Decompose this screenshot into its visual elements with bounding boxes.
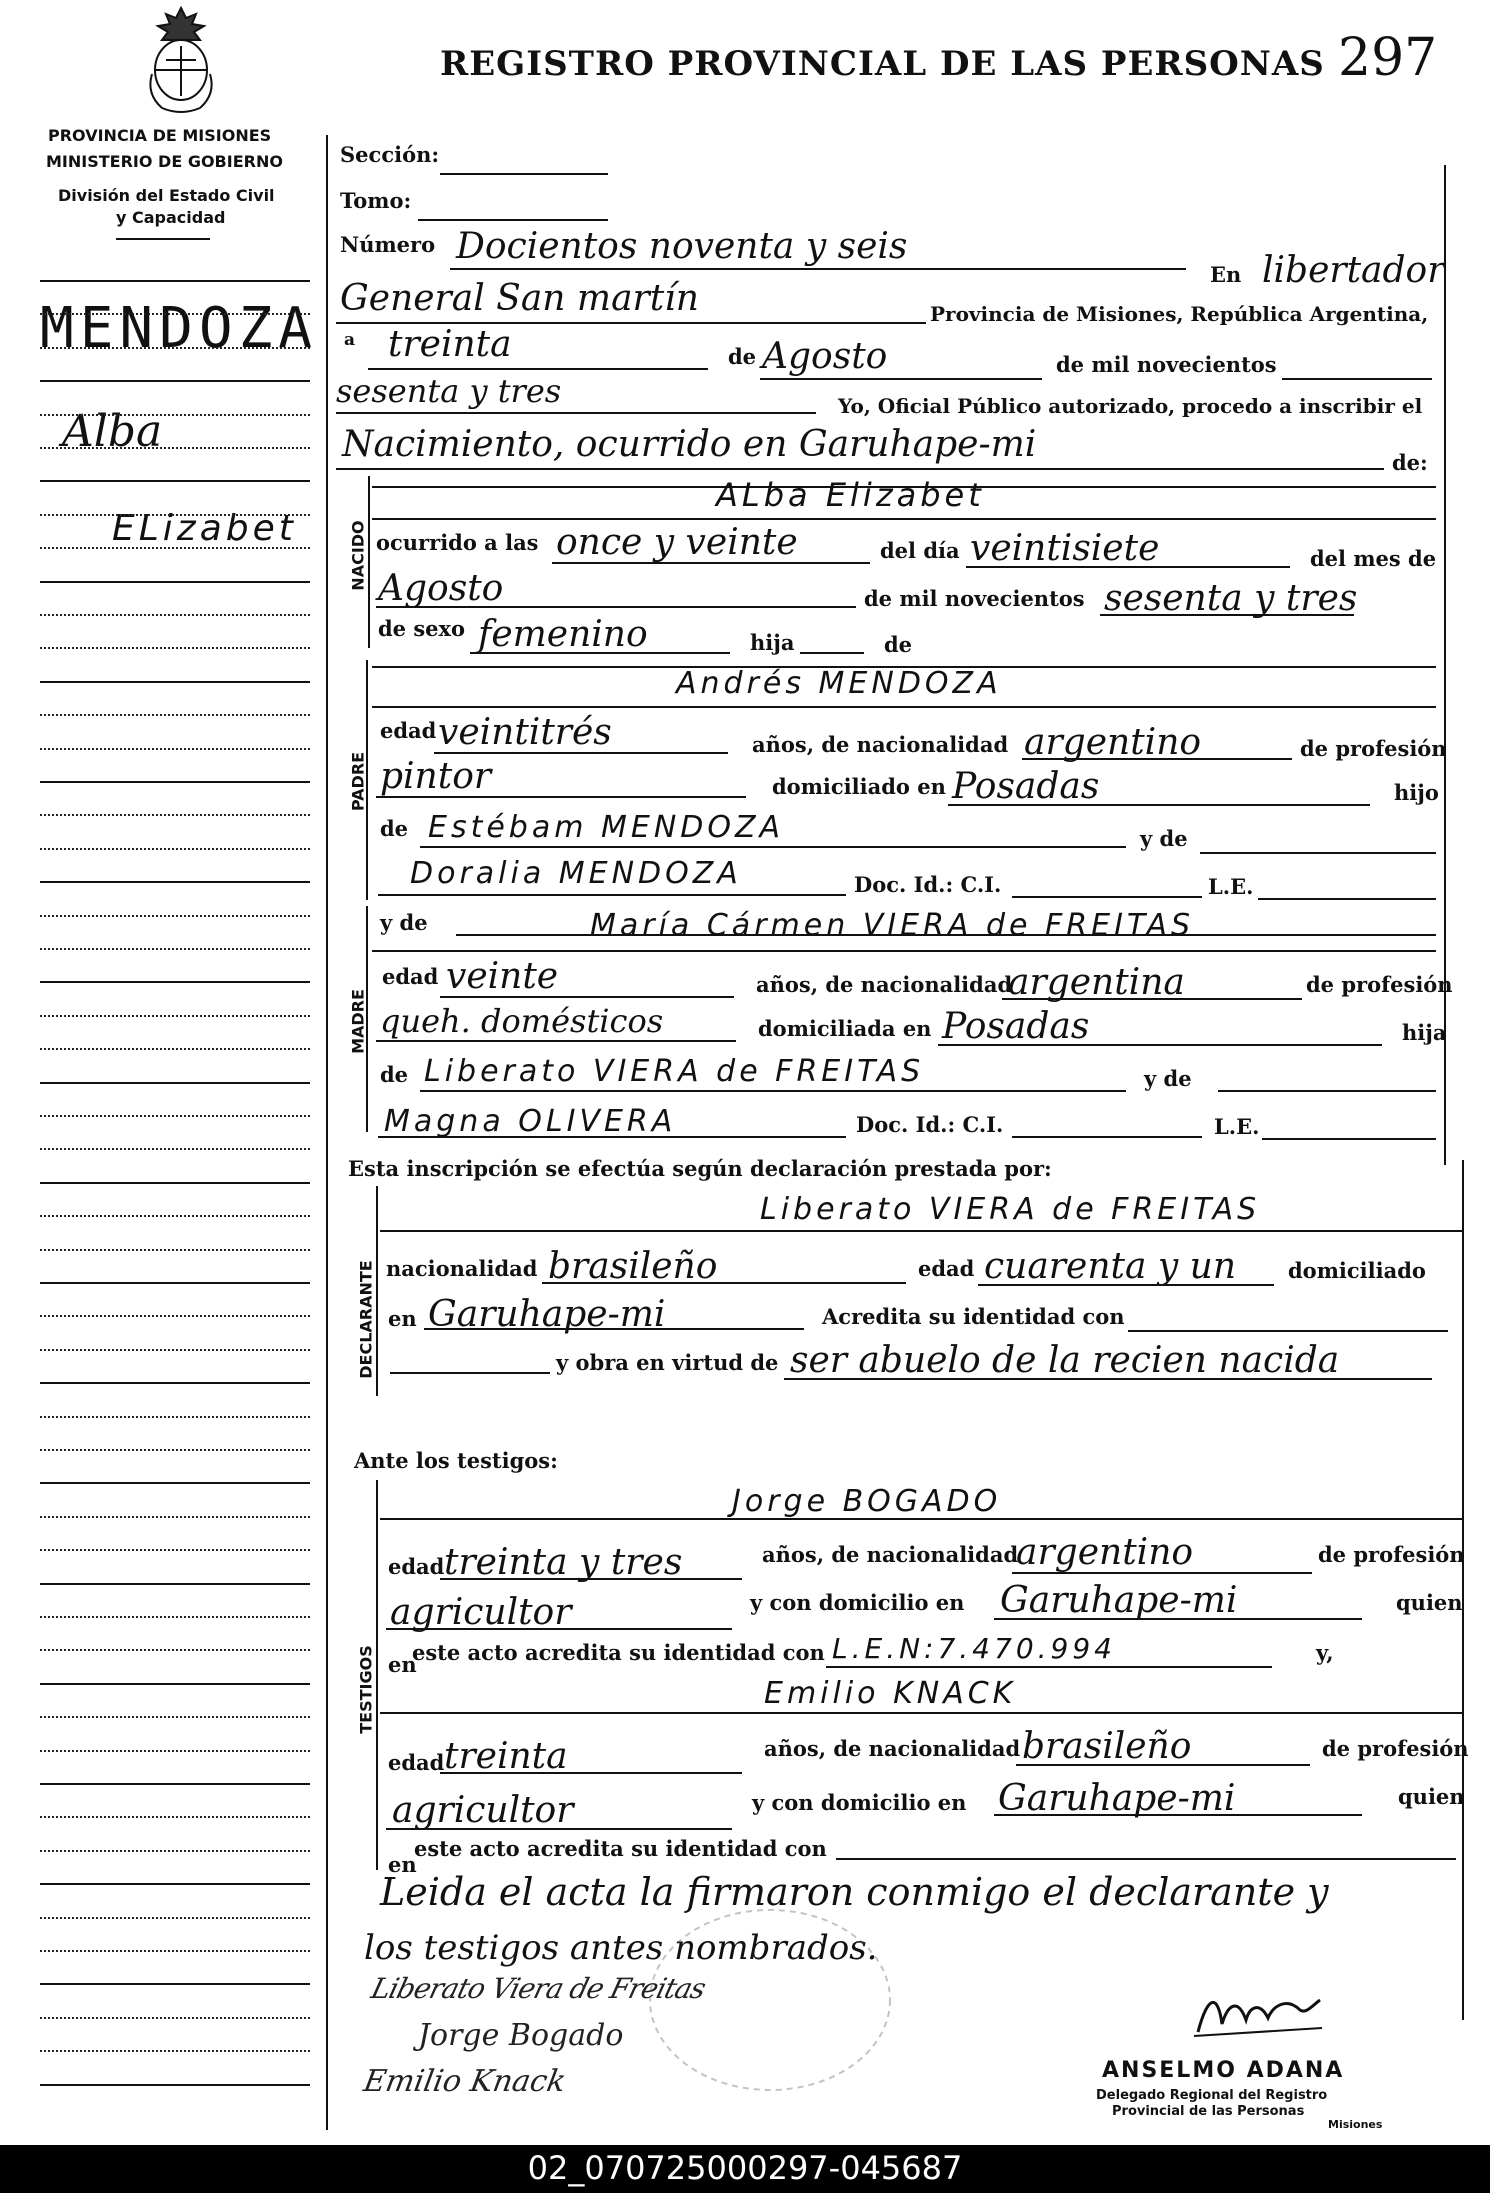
sidebar-rule [40, 313, 310, 315]
madre-y-de-label: y de [380, 910, 428, 935]
sidebar-surname: MENDOZA [40, 296, 319, 361]
de-colon-label: de: [1392, 450, 1428, 475]
official-name: ANSELMO ADANA [1102, 2058, 1345, 2083]
sidebar-rule [40, 1048, 310, 1050]
coat-of-arms-seal-icon [142, 4, 220, 116]
del-dia-label: del día [880, 538, 960, 563]
ministry-name: MINISTERIO DE GOBIERNO [46, 152, 283, 171]
padre-nac-label: años, de nacionalidad [752, 732, 1009, 757]
padre-mother-value: Doralia MENDOZA [410, 856, 742, 891]
padre-edad-label: edad [380, 718, 437, 743]
official-stamp [1096, 2058, 1416, 2134]
declarante-nac-label: nacionalidad [386, 1256, 538, 1281]
sidebar-rule [40, 1917, 310, 1919]
sidebar-rule [40, 347, 310, 349]
child-name: ALba Elizabet [716, 476, 985, 514]
madre-edad-label: edad [382, 964, 439, 989]
en-label: En [1210, 262, 1242, 287]
mil-label: de mil novecientos [1056, 352, 1277, 377]
t1-edad-label: edad [388, 1554, 445, 1579]
division-line-2: y Capacidad [116, 208, 226, 227]
sidebar-rule [40, 1449, 310, 1451]
testigo-2-name: Emilio KNACK [764, 1676, 1017, 1711]
t2-edad-value: treinta [444, 1736, 568, 1777]
month-value: Agosto [762, 336, 888, 377]
round-stamp-icon [640, 1900, 900, 2100]
t2-dom-value: Garuhape-mi [998, 1778, 1236, 1819]
sidebar-rule [40, 1482, 310, 1484]
sidebar-rule [40, 1950, 310, 1952]
sidebar-rule [40, 2050, 310, 2052]
sidebar-rule [40, 1616, 310, 1618]
declarante-section-label: DECLARANTE [356, 1260, 376, 1379]
sidebar-rule [40, 1750, 310, 1752]
sidebar-rule [40, 1115, 310, 1117]
sidebar-rule [40, 1416, 310, 1418]
sexo-label: de sexo [378, 616, 466, 641]
padre-y-de-label: y de [1140, 826, 1188, 851]
official-title-1: Delegado Regional del Registro [1096, 2088, 1328, 2103]
padre-prof-value: pintor [380, 756, 492, 797]
t1-en-label: en [388, 1652, 417, 1677]
declarante-nac-value: brasileño [548, 1246, 718, 1287]
sidebar-rule [40, 948, 310, 950]
numero-value: Docientos noventa y seis [456, 226, 908, 267]
sidebar-rule [40, 1349, 310, 1351]
t2-quien-label: quien [1398, 1784, 1465, 1809]
province-text: Provincia de Misiones, República Argentina, [930, 302, 1429, 326]
t2-acredita-label: este acto acredita su identidad con [414, 1836, 827, 1861]
t1-acredita-value: L.E.N:7.470.994 [832, 1632, 1116, 1665]
sidebar-rule [40, 547, 310, 549]
sidebar-rule [40, 814, 310, 816]
declarante-dom-label: domiciliado [1288, 1258, 1426, 1283]
hour-value: once y veinte [556, 522, 798, 563]
sidebar-rule [40, 514, 310, 516]
declarante-obra-value: ser abuelo de la recien nacida [790, 1340, 1340, 1381]
padre-edad-value: veintitrés [438, 712, 612, 753]
padre-nac-value: argentino [1024, 722, 1202, 763]
seccion-label: Sección: [340, 142, 440, 167]
declarante-dom-value: Garuhape-mi [428, 1294, 666, 1335]
sidebar-rule [40, 447, 310, 449]
nacido-section-label: NACIDO [348, 520, 368, 591]
sidebar-rule [40, 1783, 310, 1785]
t1-nac-value: argentino [1016, 1532, 1194, 1573]
footer-code: 02_070725000297-045687 [527, 2149, 963, 2187]
sidebar-rule [40, 781, 310, 783]
padre-father-value: Estébam MENDOZA [428, 810, 785, 845]
declarante-intro: Esta inscripción se efectúa según declaración prestada por: [348, 1156, 1052, 1181]
madre-mother-value: Magna OLIVERA [384, 1104, 677, 1139]
sidebar-second-name: ELizabet [112, 508, 297, 549]
sidebar-rule [40, 1516, 310, 1518]
sidebar-rule [40, 881, 310, 883]
mil-born-label: de mil novecientos [864, 586, 1085, 611]
sidebar-rule [40, 480, 310, 482]
sidebar-rule [40, 1148, 310, 1150]
t1-y-label: y, [1316, 1640, 1334, 1665]
sidebar-rule [40, 1182, 310, 1184]
sidebar-rule [40, 581, 310, 583]
closing-line-1: Leida el acta la firmaron conmigo el declarante y [380, 1870, 1329, 1914]
padre-hijo-label: hijo [1394, 780, 1439, 805]
sidebar-rule [40, 681, 310, 683]
sidebar-rule [40, 1983, 310, 1985]
sidebar-rule [40, 380, 310, 382]
sidebar-rule [40, 714, 310, 716]
sidebar-rule [40, 1883, 310, 1885]
del-mes-label: del mes de [1310, 546, 1437, 571]
t2-prof-label: de profesión [1322, 1736, 1469, 1761]
year-born-value: sesenta y tres [1104, 578, 1358, 619]
t2-prof-value: agricultor [392, 1790, 574, 1831]
year-value: sesenta y tres [336, 372, 562, 410]
t2-edad-label: edad [388, 1750, 445, 1775]
numero-label: Número [340, 232, 436, 257]
official-title-3: Misiones [1328, 2118, 1383, 2131]
province-name: PROVINCIA DE MISIONES [48, 126, 272, 145]
sidebar-rule [40, 414, 310, 416]
madre-prof-label: de profesión [1306, 972, 1453, 997]
de-hija-label: de [884, 632, 913, 657]
signature-testigo-1: Jorge Bogado [418, 2018, 624, 2053]
testigos-intro: Ante los testigos: [354, 1448, 558, 1473]
madre-doc-label: Doc. Id.: C.I. [856, 1112, 1004, 1137]
sidebar-rule [40, 1315, 310, 1317]
footer-bar [0, 2145, 1490, 2193]
madre-le-label: L.E. [1214, 1114, 1260, 1139]
sexo-value: femenino [478, 614, 648, 655]
madre-y-de2-label: y de [1144, 1066, 1192, 1091]
father-name: Andrés MENDOZA [676, 666, 1002, 701]
official-signature-icon [1188, 1984, 1328, 2044]
testigos-section-label: TESTIGOS [356, 1645, 376, 1734]
padre-doc-label: Doc. Id.: C.I. [854, 872, 1002, 897]
testigo-1-name: Jorge BOGADO [732, 1484, 1002, 1519]
declarante-edad-value: cuarenta y un [984, 1246, 1237, 1287]
declarante-en-label: en [388, 1306, 417, 1331]
signature-declarante: Liberato Viera de Freitas [367, 1972, 709, 2005]
t2-en-label: en [388, 1852, 417, 1877]
ocurrido-label: ocurrido a las [376, 530, 539, 555]
sidebar-rule [40, 1249, 310, 1251]
madre-dom-label: domiciliada en [758, 1016, 932, 1041]
page-number: 297 [1338, 28, 1438, 88]
day-value: treinta [388, 324, 512, 365]
sidebar-rule [40, 614, 310, 616]
madre-nac-label: años, de nacionalidad [756, 972, 1013, 997]
closing-line-2: los testigos antes nombrados. [364, 1928, 878, 1968]
madre-section-label: MADRE [348, 989, 368, 1054]
declarante-name: Liberato VIERA de FREITAS [760, 1192, 1261, 1227]
t2-nac-value: brasileño [1022, 1726, 1192, 1767]
declarante-acredita-label: Acredita su identidad con [822, 1304, 1125, 1329]
signature-testigo-2: Emilio Knack [360, 2064, 569, 2099]
sidebar-first-name: Alba [62, 406, 163, 457]
sidebar-rule [40, 647, 310, 649]
t1-prof-label: de profesión [1318, 1542, 1465, 1567]
madre-dom-value: Posadas [942, 1006, 1090, 1047]
sidebar-rule [40, 1549, 310, 1551]
document-title: REGISTRO PROVINCIAL DE LAS PERSONAS [440, 44, 1325, 84]
sidebar-rule [40, 1015, 310, 1017]
sidebar-rule [40, 1683, 310, 1685]
t1-edad-value: treinta y tres [444, 1542, 683, 1583]
t1-prof-value: agricultor [390, 1592, 572, 1633]
month-born-value: Agosto [378, 568, 504, 609]
padre-de-label: de [380, 816, 409, 841]
t1-acredita-label: este acto acredita su identidad con [412, 1640, 825, 1665]
sidebar-rule [40, 981, 310, 983]
padre-dom-label: domiciliado en [772, 774, 946, 799]
place-value: General San martín [340, 278, 699, 319]
sidebar-rule [40, 1716, 310, 1718]
padre-section-label: PADRE [348, 751, 368, 812]
t1-dom-label: y con domicilio en [750, 1590, 965, 1615]
sidebar-rule [40, 1850, 310, 1852]
sidebar-rule [40, 280, 310, 282]
mother-name: María Cármen VIERA de FREITAS [590, 908, 1195, 943]
madre-prof-value: queh. domésticos [380, 1002, 664, 1040]
madre-father-value: Liberato VIERA de FREITAS [424, 1054, 925, 1089]
t2-nac-label: años, de nacionalidad [764, 1736, 1021, 1761]
sidebar-rule [40, 748, 310, 750]
sidebar-rule [40, 915, 310, 917]
oficial-text: Yo, Oficial Público autorizado, procedo a inscribir el [838, 394, 1423, 418]
de-label: de [728, 344, 757, 369]
tomo-label: Tomo: [340, 188, 412, 213]
sidebar-rule [40, 2084, 310, 2086]
t2-dom-label: y con domicilio en [752, 1790, 967, 1815]
day-born-value: veintisiete [970, 528, 1160, 569]
madre-hija-label: hija [1402, 1020, 1447, 1045]
sidebar-rule [40, 1215, 310, 1217]
padre-le-label: L.E. [1208, 874, 1254, 899]
sidebar-rule [40, 1583, 310, 1585]
event-value: Nacimiento, ocurrido en Garuhape-mi [342, 424, 1037, 465]
t1-quien-label: quien [1396, 1590, 1463, 1615]
sidebar-rule [40, 2017, 310, 2019]
hija-label: hija [750, 630, 795, 655]
sidebar-rule [40, 848, 310, 850]
sidebar-rule [40, 1816, 310, 1818]
madre-edad-value: veinte [446, 956, 559, 997]
sidebar-rule [40, 1382, 310, 1384]
sidebar-rule [40, 1649, 310, 1651]
sidebar-rule [40, 1082, 310, 1084]
t1-dom-value: Garuhape-mi [1000, 1580, 1238, 1621]
madre-nac-value: argentina [1008, 962, 1185, 1003]
t1-nac-label: años, de nacionalidad [762, 1542, 1019, 1567]
en-value: libertador [1262, 250, 1445, 291]
padre-dom-value: Posadas [952, 766, 1100, 807]
division-line-1: División del Estado Civil [58, 186, 275, 205]
official-title-2: Provincial de las Personas [1112, 2104, 1305, 2119]
declarante-edad-label: edad [918, 1256, 975, 1281]
a-label: a [344, 330, 356, 350]
madre-de-label: de [380, 1062, 409, 1087]
sidebar-rule [40, 1282, 310, 1284]
declarante-obra-label: y obra en virtud de [556, 1350, 779, 1375]
padre-prof-label: de profesión [1300, 736, 1447, 761]
